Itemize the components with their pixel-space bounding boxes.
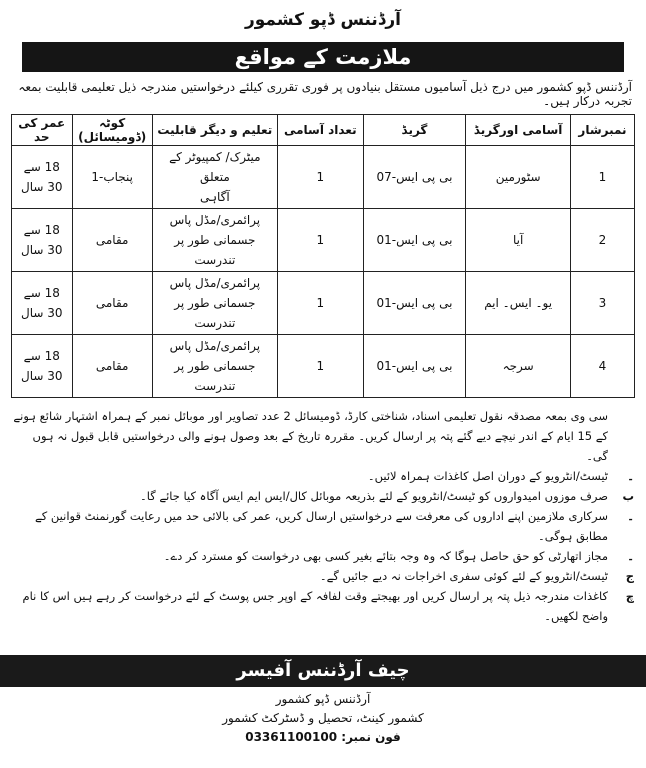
serial-cell: 1: [570, 146, 634, 209]
col-header-post: آسامی اورگریڈ: [466, 115, 571, 146]
age-cell: [12, 209, 73, 272]
age-line: 30 سال: [20, 369, 63, 383]
intro-text: آرڈننس ڈپو کشمور میں درج ذیل آسامیوں مستقل بنیادوں پر فوری تقرری کیلئے درخواستیں مندرجہ ذیل تعلیمی قابلیت بمعہ تجربہ درکار ہیں۔: [18, 80, 632, 108]
col-header-serial: نمبرشار: [570, 115, 634, 146]
age-line: 30 سال: [20, 243, 63, 257]
grade-cell: بی پی ایس-01: [363, 272, 466, 335]
table-row: [12, 146, 635, 209]
instruction-text: سرکاری ملازمین اپنے اداروں کی معرفت سے درخواستیں ارسال کریں، عمر کی بالائی حد میں رعایت گورنمنٹ قوانین کے مطابق ہوگی۔: [35, 509, 608, 543]
qualification-line: جسمانی طور پر تندرست: [174, 233, 256, 267]
instruction-item: [12, 586, 634, 626]
instruction-text: سی وی بمعہ مصدقہ نقول تعلیمی اسناد، شناختی کارڈ، ڈومیسائل 2 عدد تصاویر اور موبائل نمبر کے ہمراہ اشتہار شائع ہونے کے 15 ایام کے اندر نیچے دیے گئے پتہ پر ارسال کریں۔ مقررہ تاریخ کے بعد وصول ہونے والی درخواستیں قابل قبول نہ ہوں گی۔: [13, 409, 608, 463]
qualification-line: پرائمری/مڈل پاس: [169, 213, 261, 227]
instruction-item: [12, 486, 634, 506]
address-line: کشمور کینٹ، تحصیل و ڈسٹرکٹ کشمور: [222, 711, 424, 725]
instruction-item: [12, 546, 634, 566]
count-cell: 1: [277, 209, 363, 272]
col-header-age: عمر کی حد: [12, 115, 73, 146]
quota-cell: پنجاب-1: [72, 146, 152, 209]
post-cell: سٹورمین: [466, 146, 571, 209]
qualification-line: میٹرک/ کمپیوٹر کے متعلق: [169, 150, 261, 184]
serial-cell: 4: [570, 335, 634, 398]
table-row: [12, 335, 635, 398]
qualification-line: جسمانی طور پر تندرست: [174, 359, 256, 393]
posts-table: [11, 114, 635, 398]
qualification-cell: [152, 209, 277, 272]
count-cell: 1: [277, 146, 363, 209]
instruction-text: کاغذات مندرجہ ذیل پتہ پر ارسال کریں اور بھیجتے وقت لفافہ کے اوپر جس پوسٹ کے لئے درخواست کر رہے ہیں اس کا نام واضح لکھیں۔: [22, 589, 608, 623]
serial-cell: 2: [570, 209, 634, 272]
grade-cell: بی پی ایس-01: [363, 335, 466, 398]
table-header-row: [12, 115, 635, 146]
table-row: [12, 209, 635, 272]
instruction-text: صرف موزوں امیدواروں کو ٹیسٹ/انٹرویو کے لئے بذریعہ موبائل کال/ایس ایم ایس آگاہ کیا جائے گا۔: [139, 489, 608, 503]
organization-title: آرڈننس ڈپو کشمور: [244, 10, 401, 30]
grade-cell: بی پی ایس-01: [363, 209, 466, 272]
age-line: 18 سے: [23, 349, 60, 363]
instruction-item: [12, 506, 634, 546]
instructions: [12, 406, 634, 626]
jobs-banner: ملازمت کے مواقع: [22, 42, 624, 72]
qualification-line: جسمانی طور پر تندرست: [174, 296, 256, 330]
instruction-item: [12, 566, 634, 586]
address-line: آرڈننس ڈپو کشمور: [275, 692, 371, 706]
instruction-item: [12, 466, 634, 486]
post-cell: یو۔ ایس۔ ایم: [466, 272, 571, 335]
quota-cell: مقامی: [72, 335, 152, 398]
qualification-cell: [152, 272, 277, 335]
count-cell: 1: [277, 335, 363, 398]
age-cell: [12, 272, 73, 335]
instruction-key: ۔: [627, 509, 634, 523]
quota-cell: مقامی: [72, 209, 152, 272]
col-header-count: تعداد آسامی: [277, 115, 363, 146]
phone-label: فون نمبر:: [341, 730, 401, 744]
col-header-qualification: تعلیم و دیگر قابلیت: [152, 115, 277, 146]
instruction-text: ٹیسٹ/انٹرویو کے لئے کوئی سفری اخراجات نہ دیے جائیں گے۔: [319, 569, 608, 583]
address-block: [0, 690, 646, 747]
instruction-text: مجاز اتھارٹی کو حق حاصل ہوگا کہ وہ وجہ بتائے بغیر کسی بھی درخواست کو مسترد کر دے۔: [163, 549, 608, 563]
qualification-line: پرائمری/مڈل پاس: [169, 276, 261, 290]
age-line: 18 سے: [23, 223, 60, 237]
qualification-line: پرائمری/مڈل پاس: [169, 339, 261, 353]
col-header-quota: کوٹہ (ڈومیسائل): [72, 115, 152, 146]
qualification-cell: [152, 146, 277, 209]
quota-cell: مقامی: [72, 272, 152, 335]
instruction-key: ۔: [627, 549, 634, 563]
col-header-grade: گریڈ: [363, 115, 466, 146]
signatory-banner: چیف آرڈننس آفیسر: [0, 655, 646, 687]
serial-cell: 3: [570, 272, 634, 335]
instruction-text: ٹیسٹ/انٹرویو کے دوران اصل کاغذات ہمراہ لائیں۔: [367, 469, 608, 483]
age-cell: [12, 146, 73, 209]
table-row: [12, 272, 635, 335]
phone-number: 03361100100: [245, 730, 338, 744]
phone-line: [0, 728, 646, 747]
grade-cell: بی پی ایس-07: [363, 146, 466, 209]
instruction-key: [618, 406, 634, 466]
instruction-item: [12, 406, 634, 466]
instruction-key: چ: [625, 589, 634, 603]
age-cell: [12, 335, 73, 398]
instruction-key: ج: [625, 569, 634, 583]
post-cell: سرجہ: [466, 335, 571, 398]
count-cell: 1: [277, 272, 363, 335]
age-line: 18 سے: [23, 160, 60, 174]
instruction-key: ۔: [627, 469, 634, 483]
post-cell: آیا: [466, 209, 571, 272]
instruction-key: ب: [622, 489, 634, 503]
age-line: 30 سال: [20, 180, 63, 194]
age-line: 18 سے: [23, 286, 60, 300]
qualification-line: آگاہی: [199, 190, 230, 204]
qualification-cell: [152, 335, 277, 398]
age-line: 30 سال: [20, 306, 63, 320]
